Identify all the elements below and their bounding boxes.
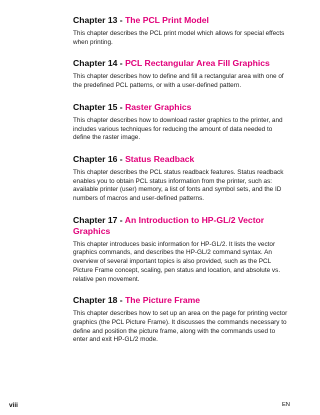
chapter-number: Chapter 16 -	[73, 153, 126, 164]
chapter-description: This chapter introduces basic information for HP-GL/2. It lists the vector graphics commands, and describes the HP-GL/2 command syntax. An overview of several important topics is also provided, such as the PCL Picture Frame concept, scaling, pen status and location, and absolute vs. relative pen movement.	[73, 240, 281, 283]
chapter-description: This chapter describes how to set up an area on the page for printing vector graphics (the PCL Picture Frame). It discusses the commands necessary to define and position the picture frame, along with the commands used to enter and exit HP-GL/2 mode.	[73, 310, 288, 344]
chapter-title-link[interactable]: The Picture Frame	[125, 295, 201, 306]
chapter-number: Chapter 13 -	[73, 15, 126, 25]
chapter-heading	[73, 58, 291, 69]
chapter-heading	[73, 295, 291, 306]
chapter-number: Chapter 14 -	[73, 58, 126, 69]
chapter-description: This chapter describes the PCL status readback features. Status readback enables you to obtain PCL status information from the printer, such as: available printer (user) memory, a list of fonts and symbol sets, and the ID numbers of macros and user-defined patterns.	[73, 168, 284, 203]
chapter-heading	[73, 154, 291, 165]
chapter-number: Chapter 18 -	[73, 295, 126, 306]
chapter-heading	[73, 215, 291, 237]
chapter-title-link[interactable]: Status Readback	[125, 153, 195, 164]
chapter-description: This chapter describes how to download raster graphics to the printer, and includes various techniques for reducing the amount of data needed to define the raster image.	[73, 116, 283, 142]
chapter-number: Chapter 15 -	[73, 101, 126, 112]
chapter-number: Chapter 17 -	[73, 214, 125, 225]
chapter-description: This chapter describes the PCL print model which allows for special effects when printing.	[73, 30, 285, 46]
chapter-title-link[interactable]: The PCL Print Model	[125, 15, 209, 25]
chapter-description: This chapter describes how to define and fill a rectangular area with one of the predefined PCL patterns, or with a user-defined pattern.	[73, 73, 284, 90]
chapter-entry-18	[73, 295, 291, 345]
language-code: EN	[281, 402, 290, 408]
chapter-entry-15	[73, 102, 291, 143]
chapter-entry-16	[73, 154, 291, 204]
chapter-entry-14	[73, 58, 291, 90]
chapter-title-link[interactable]: Raster Graphics	[125, 101, 192, 112]
page-number: viii	[9, 402, 18, 409]
chapter-entry-13	[73, 15, 291, 47]
chapter-list	[73, 15, 291, 356]
chapter-heading	[73, 15, 291, 26]
chapter-title-link[interactable]: PCL Rectangular Area Fill Graphics	[125, 58, 270, 69]
chapter-entry-17	[73, 215, 291, 285]
chapter-title-link[interactable]: An Introduction to HP-GL/2 Vector Graphics	[73, 214, 265, 236]
chapter-heading	[73, 102, 291, 113]
